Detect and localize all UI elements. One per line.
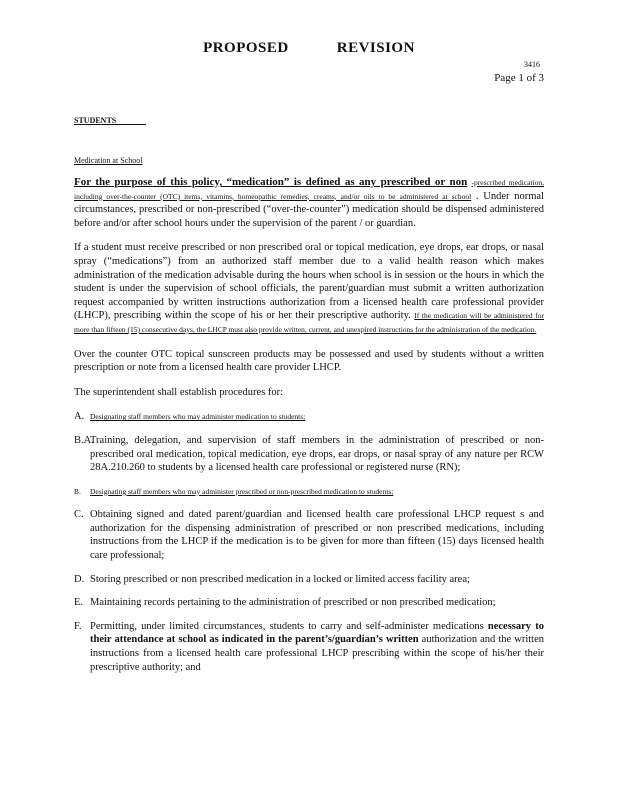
procedure-list [74, 410, 544, 674]
paragraph-definition [74, 176, 544, 230]
item-f-bold: necessary to their attendance at school as indicated in the parent’s/guardian’s written [90, 620, 545, 646]
title-proposed: PROPOSED [203, 40, 289, 56]
authorization-text: If a student must receive prescribed or non prescribed oral or topical medication, eye drops, ear drops, or nasal spray (“medications”) from an authorized staff member due to a valid health reason which makes administration of the medication advisable during the hours when school is in session or the hours in which the student is under the supervision of school officials, the parent/guardian must submit a written authorization request accompanied by written instructions authorization from a licensed health care professional provider (LHCP), prescribing within the scope of his or her their prescriptive authority. [74, 242, 544, 322]
list-item: F. Permitting, under limited circumstances, students to carry and self-administer medications necessary to their attendance at school as indicated in the parent’s/guardian’s written authorization and the written instructions from a licensed health care professional LHCP prescribing within the scope of his/her their prescriptive authority; and [74, 620, 545, 673]
title-revision: REVISION [336, 40, 415, 56]
authorization-inserted: If the medication will be administered for more than fifteen (15) consecutive days, the LHCP must also provide written, current, and unexpired instructions for the administration of the medication. [74, 311, 544, 334]
definition-inserted: -prescribed medication, including over-the-counter (OTC) items, vitamins, homeopathic remedies, creams, and/or oils to be administered at school [74, 178, 544, 201]
policy-body [74, 176, 544, 684]
paragraph-sunscreen: Over the counter OTC topical sunscreen products may be possessed and used by students without a written prescription or note from a licensed health care provider LHCP. [74, 348, 544, 374]
list-item: B.A. Training, delegation, and supervision of staff members in the administration of prescribed or non-prescribed oral medication, topical medication, eye drops, ear drops, or nasal spray of any nature per RCW 28A.210.260 to students by a licensed health care professional or registered nurse (RN); [74, 434, 544, 474]
policy-number: 3416 [524, 60, 540, 69]
list-item: D. Storing prescribed or non prescribed medication in a locked or limited access facility area; [74, 573, 470, 585]
item-f-rest: authorization and the written instructions from a licensed health care professional LHCP prescribing within the scope of his/her their prescriptive authority; and [90, 634, 544, 673]
list-item: C. Obtaining signed and dated parent/guardian and licensed health care professional LHCP request s and authorization for the dispensing administration of prescribed or non prescribed medications, including instructions from the LHCP if the medication is to be given for more than fifteen (15) days licensed health care professional; [74, 509, 544, 562]
definition-lead: For the purpose of this policy, “medication” is defined as any prescribed or non [74, 176, 468, 188]
definition-rest: . Under normal circumstances, prescribed or non-prescribed (“over-the-counter”) medication should be dispensed administered before and/or after school hours under the supervision of the parent / or guardian. [74, 190, 544, 229]
page-title [0, 40, 618, 57]
page-number: Page 1 of 3 [494, 72, 544, 84]
list-item: E. Maintaining records pertaining to the administration of prescribed or non prescribed medication; [74, 597, 496, 609]
paragraph-authorization [74, 241, 544, 336]
section-heading: STUDENTS [74, 116, 146, 125]
policy-subheading: Medication at School [74, 156, 143, 165]
list-item: A. Designating staff members who may administer medication to students; [74, 411, 306, 423]
paragraph-procedures: The superintendent shall establish procedures for: [74, 386, 284, 398]
list-item: B. Designating staff members who may administer prescribed or non-prescribed medication to students; [74, 486, 394, 496]
